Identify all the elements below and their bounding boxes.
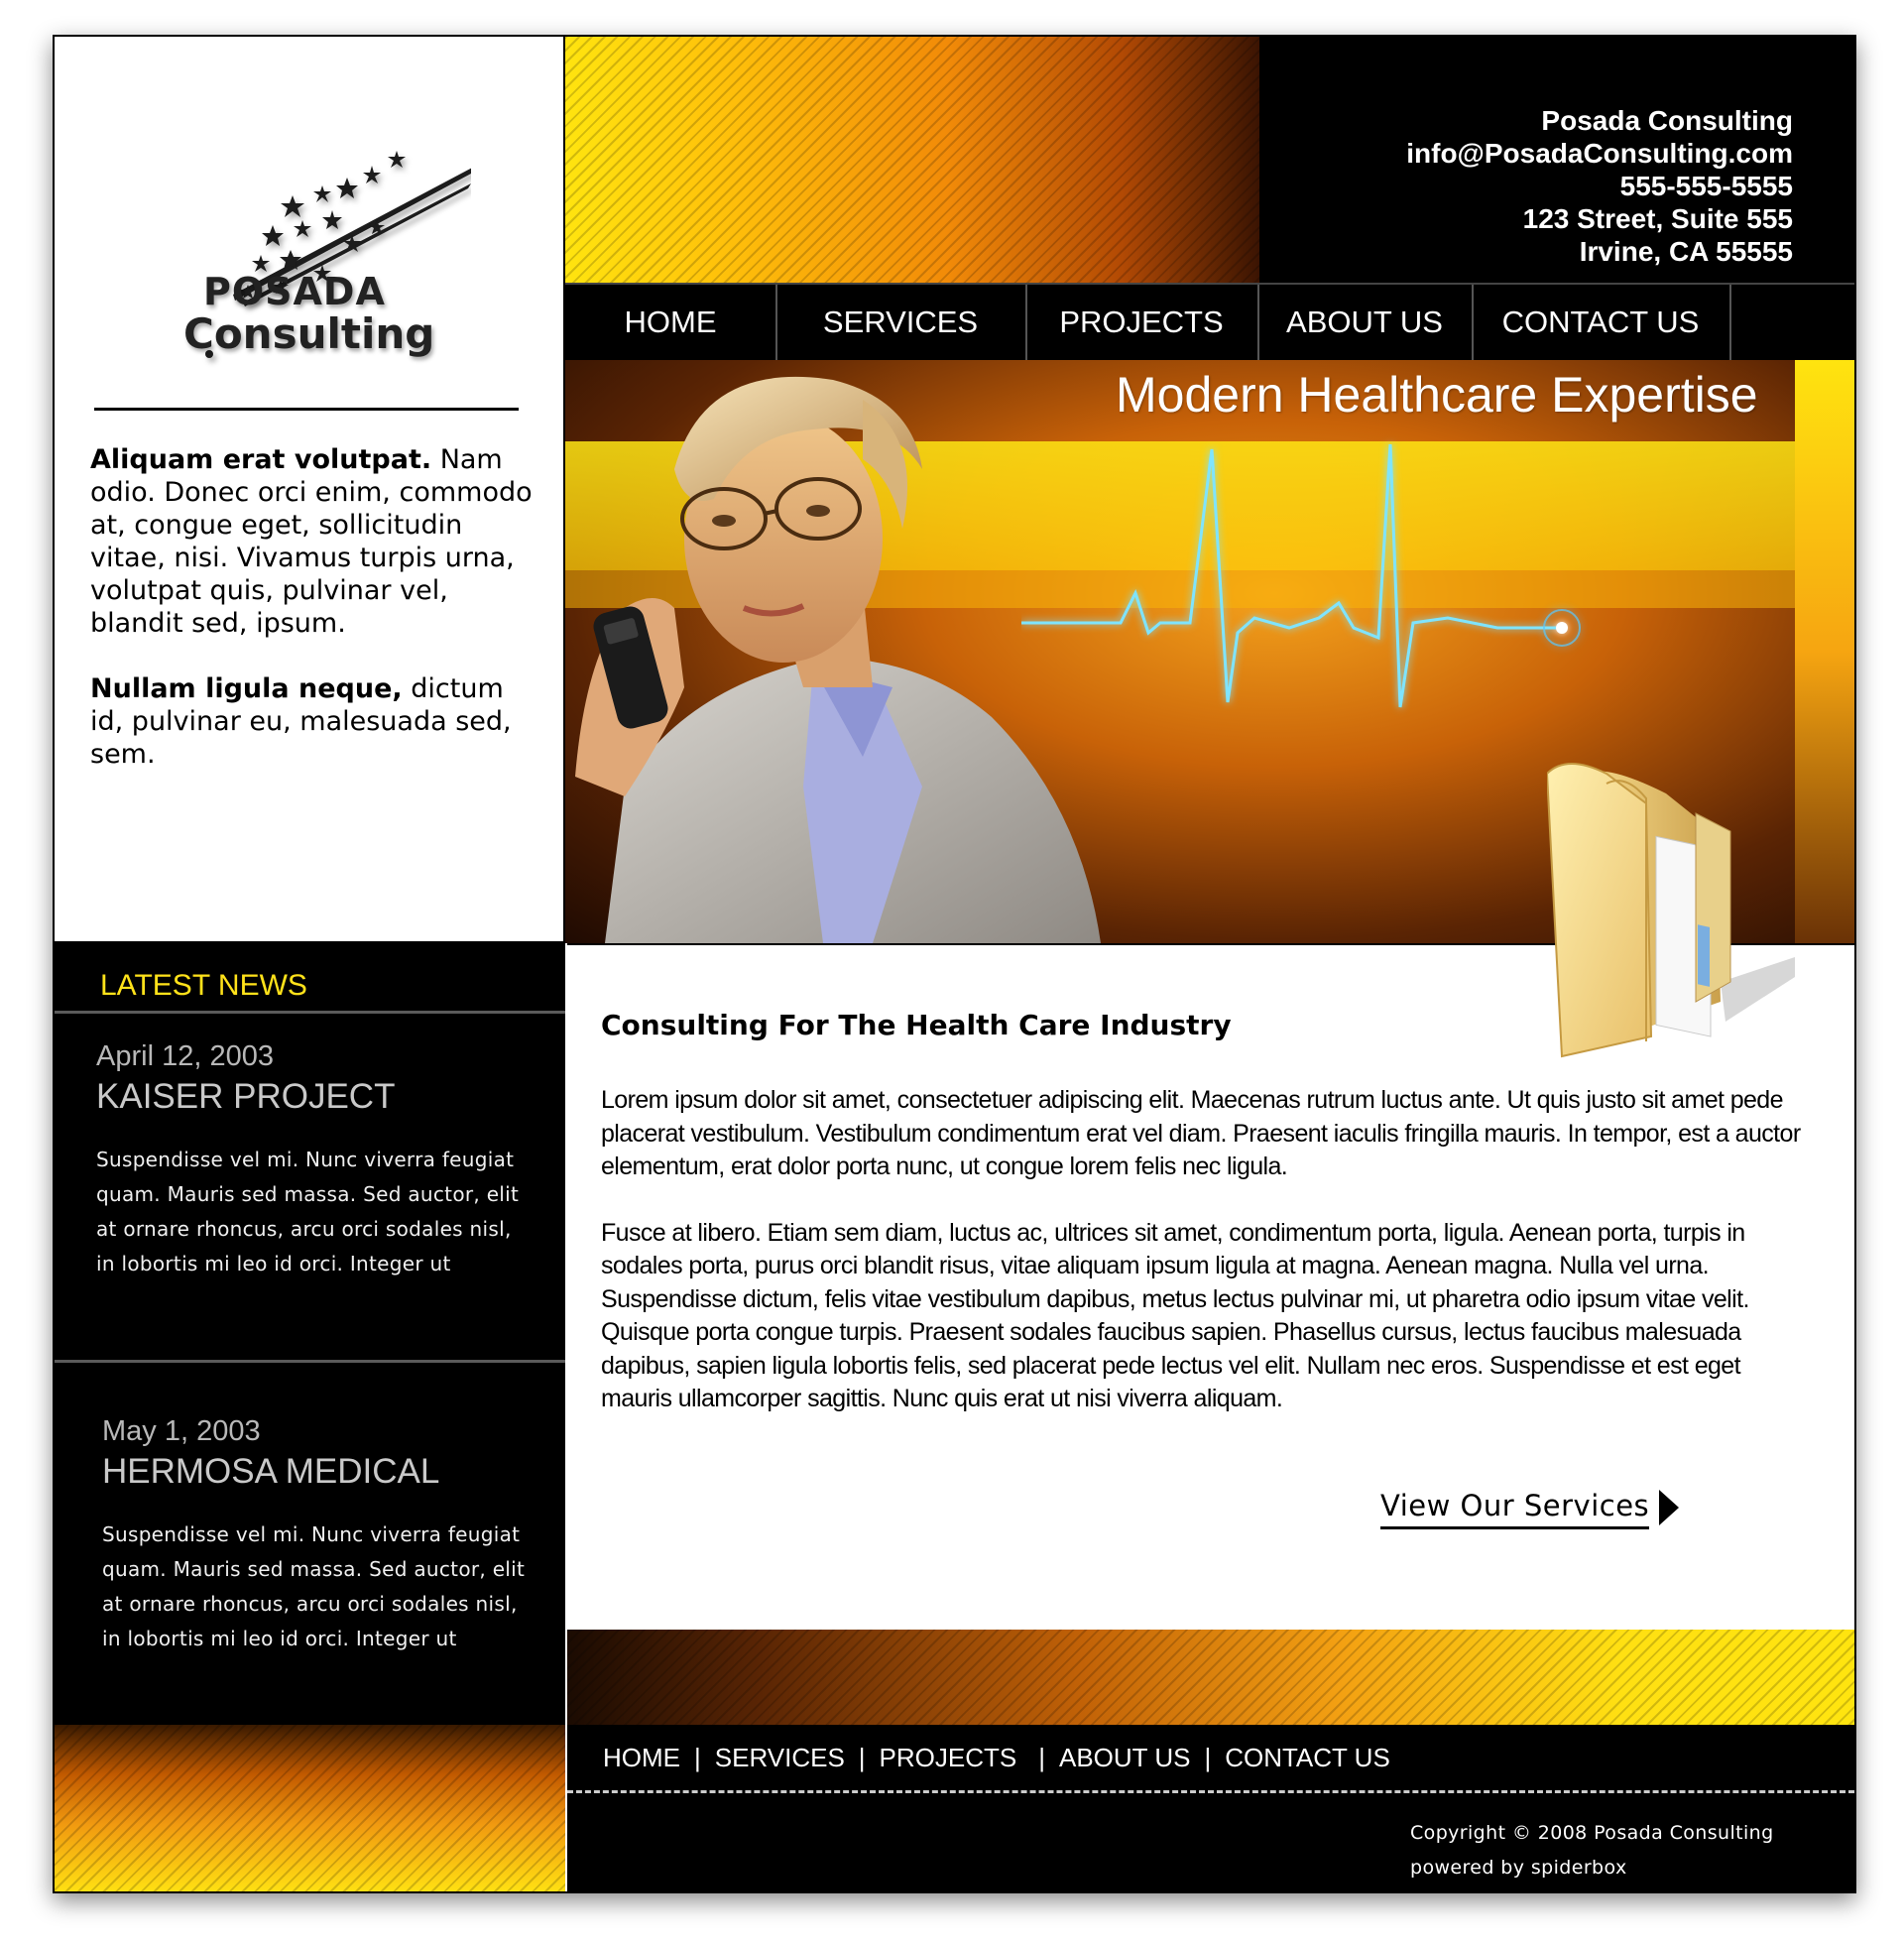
intro-text bbox=[90, 443, 536, 803]
businesswoman-phone-photo bbox=[565, 360, 1101, 943]
ecg-heartbeat-line-icon bbox=[1021, 429, 1815, 787]
left-panel bbox=[55, 37, 565, 941]
nav-home[interactable]: HOME bbox=[565, 285, 777, 360]
news-item[interactable] bbox=[96, 1040, 533, 1281]
footer-nav-home[interactable]: HOME bbox=[603, 1743, 680, 1772]
main-paragraph-1: Lorem ipsum dolor sit amet, consectetuer adipiscing elit. Maecenas rutrum luctus ante. Ut quis justo sit amet pede placerat vestibulum. Vestibulum condimentum erat vel diam. Praesent iaculis fringilla mauris. In tempor, est a auctor elementum, erat dolor porta nunc, ut congue lorem felis nec ligula. bbox=[601, 1086, 1801, 1180]
email-link[interactable]: info@PosadaConsulting.com bbox=[1406, 138, 1793, 169]
footer bbox=[567, 1725, 1854, 1891]
footer-nav-contact-us[interactable]: CONTACT US bbox=[1225, 1743, 1390, 1772]
main-paragraph-2: Fusce at libero. Etiam sem diam, luctus ac, ultrices sit amet, condimentum porta, ligula. Aenean porta, turpis in sodales porta, purus orci blandit risus, vitae aliquam ipsum ligula at magna. Aenean magna. Nulla vel urna. Suspendisse dictum, felis vitae vestibulum dapibus, metus lectus pulvinar mi, ut pharetra odio ipsum vitae velit. Quisque porta congue turpis. Praesent sodales faucibus sapien. Phasellus cursus, lectus faucibus malesuada dapibus, sapien ligula lobortis felis, sed placerat pede lectus vel elit. Nullam nec eros. Suspendisse et est eget mauris ullamcorper sagittis. Nunc quis erat ut nisi viverra aliquam. bbox=[601, 1218, 1749, 1412]
logo-line-1: POSADA bbox=[203, 270, 386, 313]
city-address: Irvine, CA 55555 bbox=[1579, 236, 1793, 267]
footer-separator: | bbox=[858, 1743, 866, 1772]
copyright-block bbox=[1410, 1816, 1774, 1885]
view-services-button[interactable] bbox=[1380, 1489, 1679, 1525]
contact-lines bbox=[1406, 104, 1793, 268]
footer-dashed-divider bbox=[567, 1790, 1854, 1793]
main-body bbox=[601, 1084, 1811, 1449]
news-headline[interactable]: HERMOSA MEDICAL bbox=[102, 1452, 440, 1491]
divider bbox=[55, 1360, 565, 1363]
intro-bold-1: Aliquam erat volutpat. bbox=[90, 444, 432, 475]
latest-news-panel bbox=[55, 941, 565, 1725]
arrow-right-icon bbox=[1659, 1490, 1679, 1525]
nav-contact-us[interactable]: CONTACT US bbox=[1472, 285, 1731, 360]
news-title: LATEST NEWS bbox=[100, 969, 307, 1002]
news-headline[interactable]: KAISER PROJECT bbox=[96, 1077, 396, 1116]
contact-block bbox=[1259, 37, 1854, 283]
view-services-label: View Our Services bbox=[1380, 1489, 1649, 1529]
nav-about-us[interactable]: ABOUT US bbox=[1257, 285, 1474, 360]
company-name: Posada Consulting bbox=[1541, 105, 1793, 136]
intro-paragraph-2 bbox=[90, 672, 536, 771]
footer-nav-about-us[interactable]: ABOUT US bbox=[1059, 1743, 1191, 1772]
intro-paragraph-1 bbox=[90, 443, 536, 640]
hero-title: Modern Healthcare Expertise bbox=[1116, 367, 1758, 423]
footer-nav-services[interactable]: SERVICES bbox=[714, 1743, 845, 1772]
intro-text-2: dictum id, pulvinar eu, malesuada sed, sem. bbox=[90, 673, 512, 770]
phone-number: 555-555-5555 bbox=[1619, 171, 1793, 201]
footer-nav bbox=[603, 1743, 1390, 1773]
news-item[interactable] bbox=[102, 1415, 538, 1656]
left-footer-gradient bbox=[55, 1725, 565, 1891]
folder-icon bbox=[1547, 754, 1815, 1061]
footer-separator: | bbox=[1204, 1743, 1212, 1772]
divider bbox=[94, 408, 519, 411]
news-summary: Suspendisse vel mi. Nunc viverra feugiat quam. Mauris sed massa. Sed auctor, elit at ornare rhoncus, arcu orci sodales nisl, in lobortis mi leo id orci. Integer ut bbox=[96, 1148, 520, 1275]
logo-line-2: Consulting bbox=[183, 308, 435, 358]
logo-wordmark bbox=[183, 270, 435, 358]
footer-nav-projects[interactable]: PROJECTS bbox=[879, 1743, 1017, 1772]
footer-gradient-band bbox=[567, 1630, 1854, 1725]
news-summary: Suspendisse vel mi. Nunc viverra feugiat quam. Mauris sed massa. Sed auctor, elit at ornare rhoncus, arcu orci sodales nisl, in lobortis mi leo id orci. Integer ut bbox=[102, 1522, 526, 1650]
header-gradient-banner bbox=[565, 37, 1259, 283]
news-date: April 12, 2003 bbox=[96, 1040, 274, 1072]
news-date: May 1, 2003 bbox=[102, 1415, 261, 1447]
footer-separator: | bbox=[1038, 1743, 1045, 1772]
footer-separator: | bbox=[694, 1743, 701, 1772]
powered-by-link[interactable]: powered by spiderbox bbox=[1410, 1857, 1627, 1879]
copyright-text: Copyright © 2008 Posada Consulting bbox=[1410, 1822, 1774, 1844]
main-nav bbox=[565, 283, 1854, 362]
intro-bold-2: Nullam ligula neque, bbox=[90, 673, 403, 704]
main-heading: Consulting For The Health Care Industry bbox=[601, 1009, 1232, 1041]
nav-projects[interactable]: PROJECTS bbox=[1025, 285, 1259, 360]
divider bbox=[55, 1011, 565, 1014]
intro-text-1: Nam odio. Donec orci enim, commodo at, congue eget, sollicitudin vitae, nisi. Vivamus turpis urna, volutpat quis, pulvinar vel, blandit sed, ipsum. bbox=[90, 444, 533, 639]
nav-services[interactable]: SERVICES bbox=[775, 285, 1027, 360]
street-address: 123 Street, Suite 555 bbox=[1522, 203, 1793, 234]
